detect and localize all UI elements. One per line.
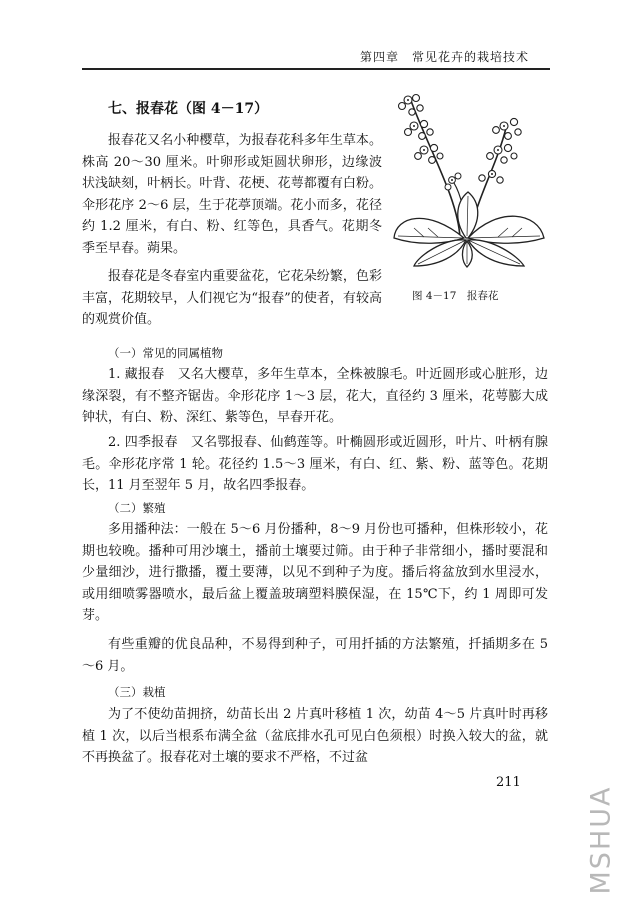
body-paragraph: 为了不使幼苗拥挤，幼苗长出 2 片真叶移植 1 次，幼苗 4～5 片真叶时再移植 1 次，以后当根系布满全盆（盆底排水孔可见白色须根）时换入较大的盆，就不再换盆了。报春花对土壤的要求不严格，不过盆 xyxy=(82,707,548,765)
body-paragraph: 有些重瓣的优良品种，不易得到种子，可用扦插的方法繁殖，扦插期多在 5～6 月。 xyxy=(82,637,548,674)
body-paragraph: 1. 藏报春 又名大樱草，多年生草本，全株被腺毛。叶近圆形或心脏形，边缘深裂，有不整齐锯齿。伞形花序 1～3 层，花大，直径约 3 厘米，花萼膨大成钟状，有白、粉、深红、紫等色，早春开花。 xyxy=(82,367,548,425)
body-paragraph: 报春花又名小种樱草，为报春花科多年生草本。株高 20～30 厘米。叶卵形或矩圆状卵形，边缘波状浅缺刻，叶柄长。叶背、花梗、花萼都覆有白粉。伞形花序 2～6 层，生于花葶顶端。花小而多，花径约 1.2 厘米，有白、粉、红等色，具香气。花期冬季至早春。蒴果。 xyxy=(82,133,382,256)
subsection-heading: （三）栽植 xyxy=(108,685,166,699)
header-rule xyxy=(82,68,550,70)
body-paragraph: 2. 四季报春 又名鄂报春、仙鹤莲等。叶椭圆形或近圆形，叶片、叶柄有腺毛。伞形花序常 1 轮。花径约 1.5～3 厘米，有白、红、紫、粉、蓝等色。花期长，11 月至翌年 5 月，故名四季报春。 xyxy=(82,435,548,493)
body-paragraph: 多用播种法：一般在 5～6 月份播种，8～9 月份也可播种，但株形较小，花期也较晚。播种可用沙壤土，播前土壤要过筛。由于种子非常细小，播时要混和少量细沙，进行撒播，覆土要薄，以见不到种子为度。播后将盆放到水里浸水，或用细喷雾器喷水，最后盆上覆盖玻璃塑料膜保湿，在 15℃下，约 1 周即可发芽。 xyxy=(82,522,548,623)
subsection-heading: （一）常见的同属植物 xyxy=(108,346,223,360)
page-number: 211 xyxy=(496,775,521,790)
watermark-text: MSHUA xyxy=(585,785,617,895)
section-title: 七、报春花（图 4－17） xyxy=(108,101,269,117)
figure-caption: 图 4－17 报春花 xyxy=(412,290,499,302)
running-header: 第四章 常见花卉的栽培技术 xyxy=(360,50,530,64)
body-paragraph: 报春花是冬春室内重要盆花，它花朵纷繁，色彩丰富，花期较早，人们视它为“报春”的使者，有较高的观赏价值。 xyxy=(82,269,382,327)
primrose-illustration xyxy=(388,88,548,268)
subsection-heading: （二）繁殖 xyxy=(108,501,166,515)
watermark xyxy=(584,785,618,895)
